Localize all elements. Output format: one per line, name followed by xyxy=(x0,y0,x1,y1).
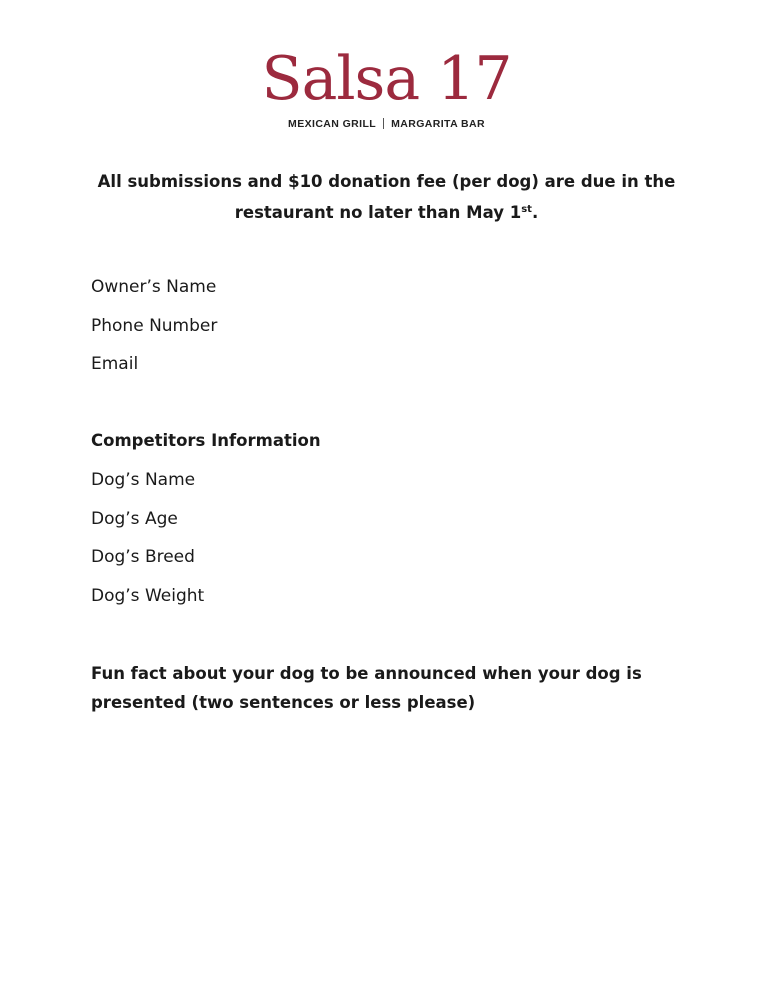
notice-end: . xyxy=(531,203,539,222)
email-label: Email xyxy=(91,354,139,374)
notice-superscript: st xyxy=(521,204,532,215)
dog-age-label: Dog’s Age xyxy=(91,509,178,529)
owner-name-label: Owner’s Name xyxy=(91,277,217,297)
logo-subtitle-right: MARGARITA BAR xyxy=(391,118,485,130)
logo-wordmark: Salsa 17 xyxy=(261,44,512,114)
phone-number-label: Phone Number xyxy=(91,316,218,336)
logo-subtitle xyxy=(0,118,773,130)
notice-line-1: All submissions and $10 donation fee (per dog) are due in the xyxy=(97,172,676,191)
fun-fact-line-2: presented (two sentences or less please) xyxy=(91,693,476,712)
submission-notice xyxy=(80,166,693,228)
fun-fact-line-1: Fun fact about your dog to be announced when your dog is xyxy=(91,664,642,683)
logo-divider xyxy=(383,118,384,129)
restaurant-logo xyxy=(0,44,773,130)
dog-name-label: Dog’s Name xyxy=(91,470,196,490)
dog-breed-label: Dog’s Breed xyxy=(91,547,195,567)
logo-subtitle-left: MEXICAN GRILL xyxy=(288,118,377,130)
fun-fact-prompt xyxy=(91,659,651,717)
dog-weight-label: Dog’s Weight xyxy=(91,586,205,606)
notice-line-2 xyxy=(80,197,693,228)
notice-line-2-text: restaurant no later than May 1 xyxy=(234,203,522,222)
competitors-heading: Competitors Information xyxy=(91,431,321,450)
